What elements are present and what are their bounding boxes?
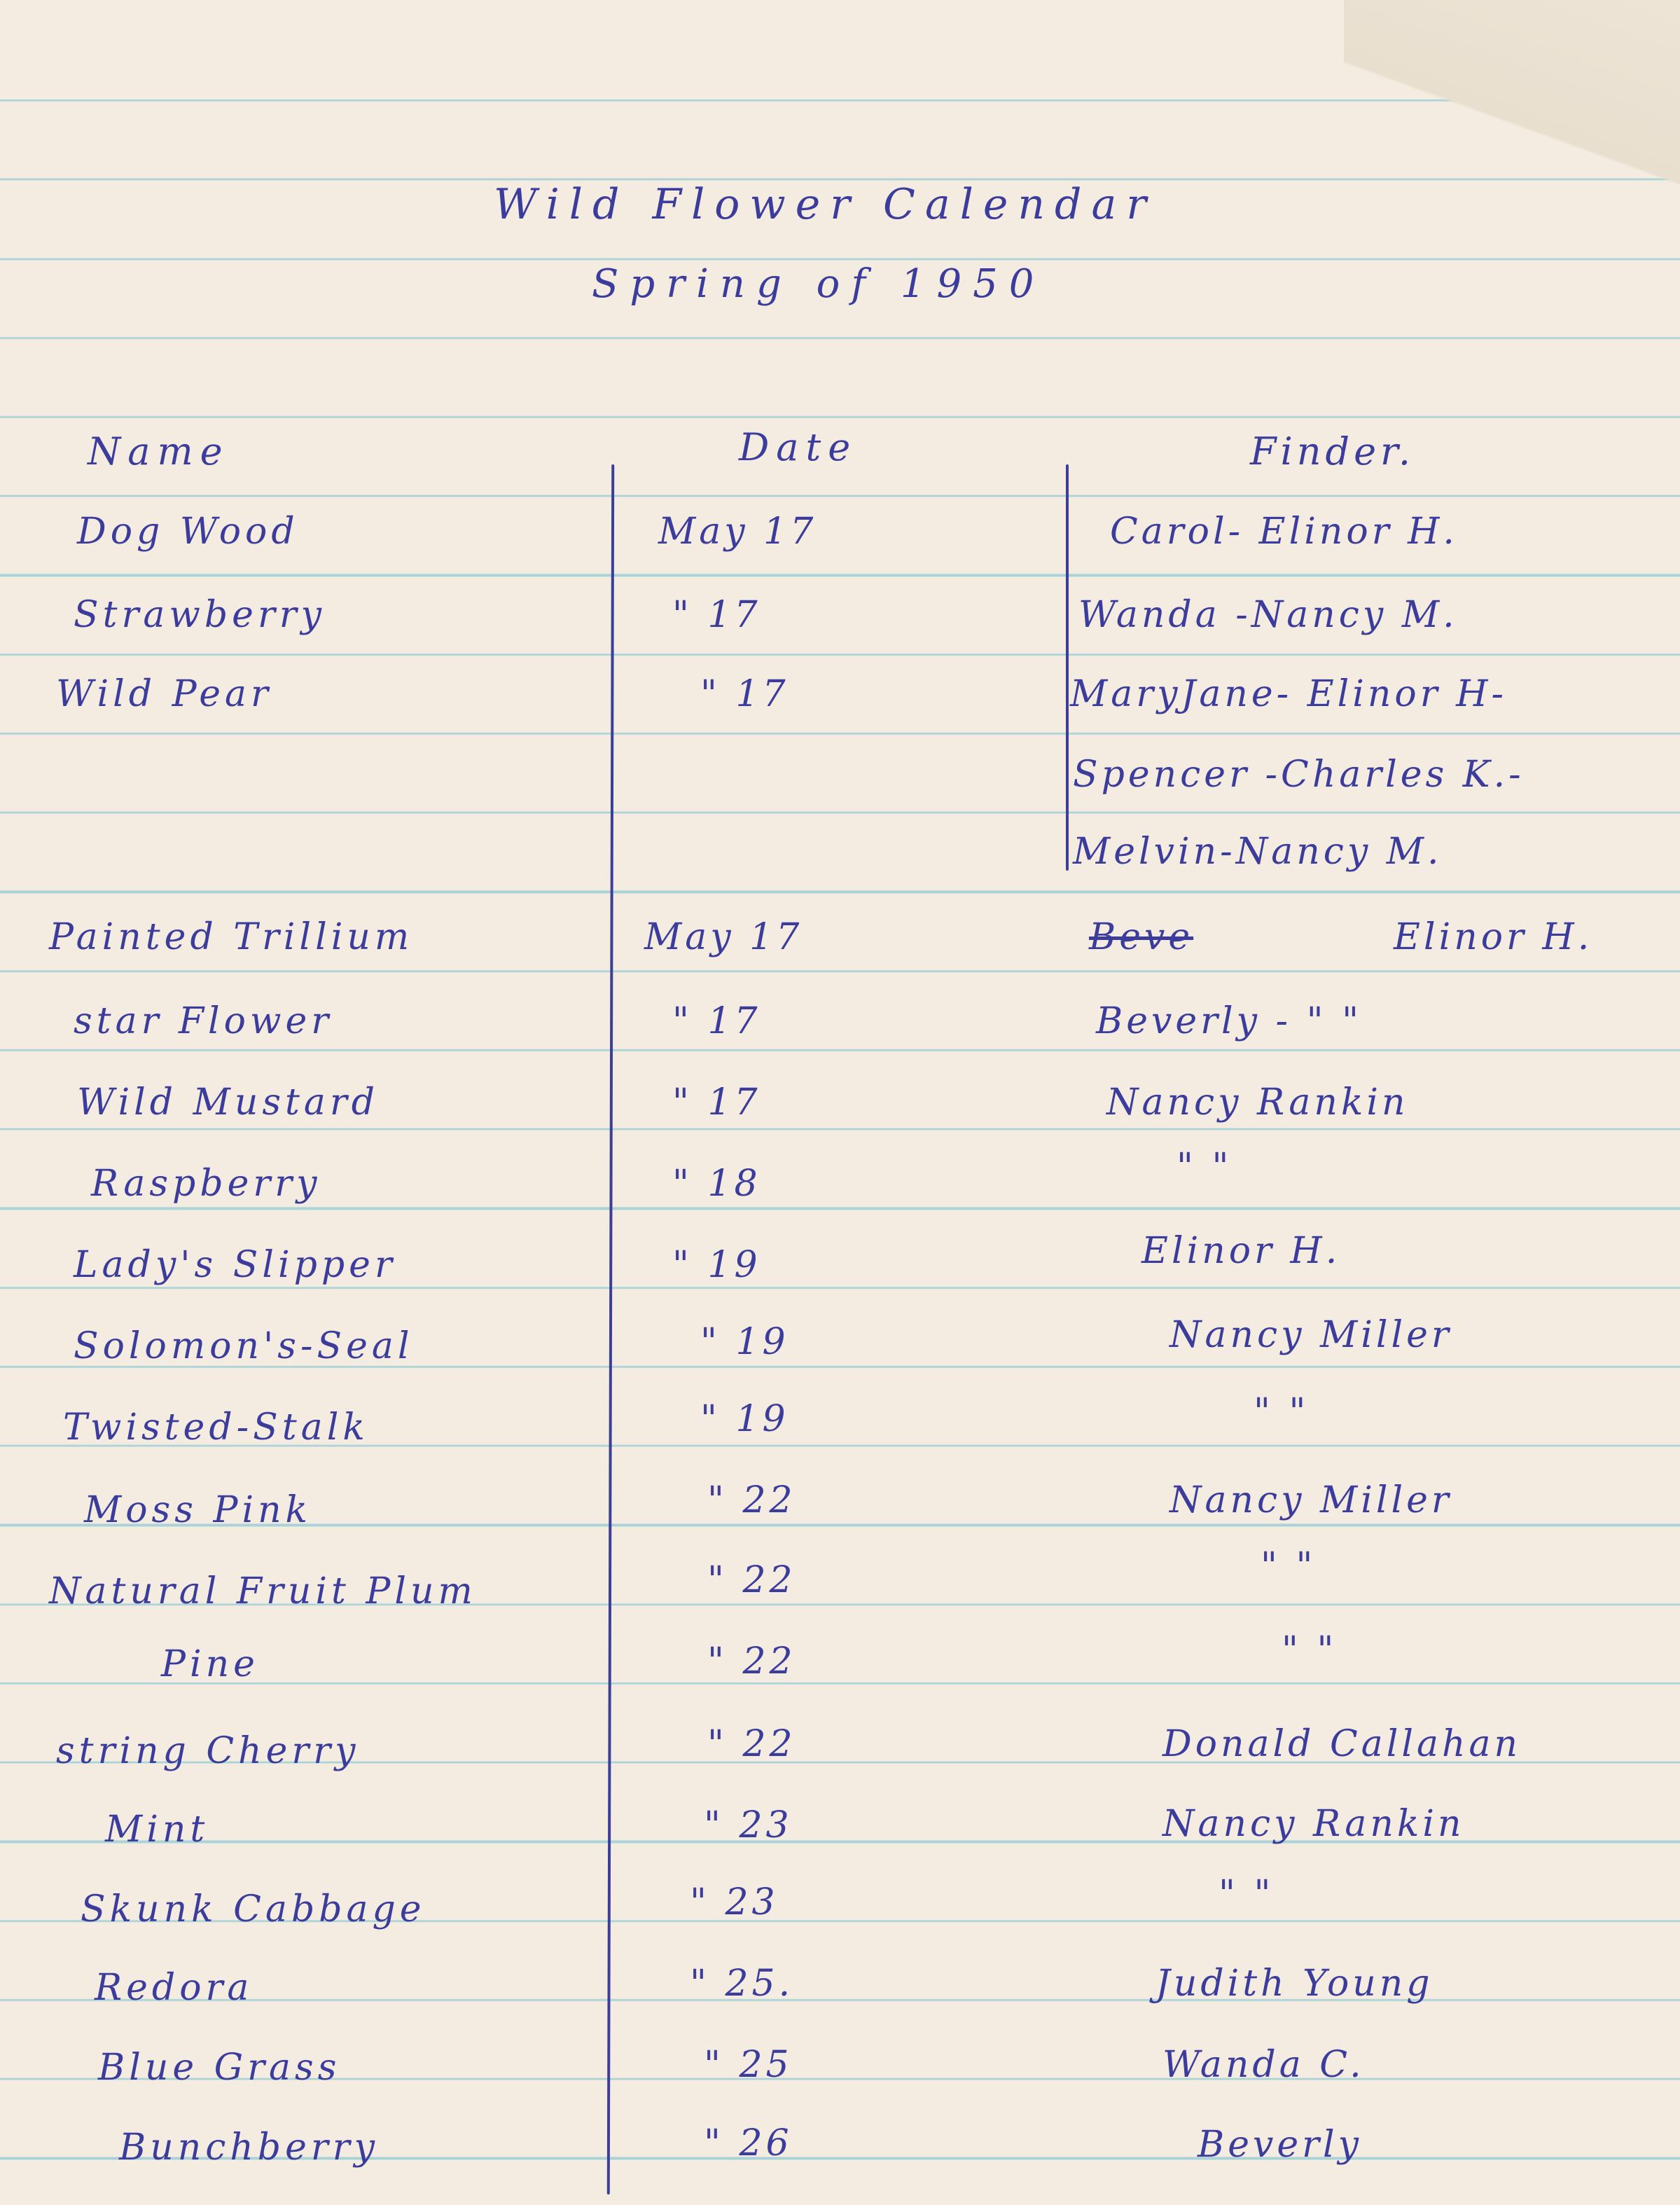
- flower-name: Wild Pear: [56, 673, 272, 715]
- finder-name: Nancy Rankin: [1162, 1803, 1465, 1845]
- finder-name: MaryJane- Elinor H-: [1070, 673, 1508, 715]
- finder-name: Beverly - " ": [1096, 1000, 1362, 1042]
- column-divider-right: [1066, 464, 1069, 871]
- finder-name: " ": [1176, 1146, 1233, 1188]
- date-found: " 25.: [690, 1963, 794, 2005]
- finder-name: Nancy Miller: [1169, 1314, 1452, 1356]
- page-subtitle: Spring of 1950: [592, 261, 1046, 307]
- date-found: " 22: [707, 1559, 796, 1601]
- page-title: Wild Flower Calendar: [494, 180, 1156, 229]
- date-found: " 26: [704, 2122, 793, 2164]
- date-found: May 17: [658, 511, 817, 553]
- flower-name: star Flower: [74, 1000, 333, 1042]
- date-found: " 25: [704, 2044, 793, 2086]
- struck-finder-name: Beve: [1089, 916, 1194, 958]
- finder-name: Nancy Rankin: [1106, 1081, 1409, 1124]
- finder-name: " ": [1219, 1873, 1275, 1915]
- date-found: " 23: [690, 1881, 779, 1923]
- finder-name: Nancy Miller: [1169, 1479, 1452, 1521]
- flower-name: Bunchberry: [119, 2127, 379, 2169]
- column-header-date: Date: [739, 425, 858, 469]
- column-header-name: Name: [88, 429, 230, 474]
- date-found: " 23: [704, 1804, 793, 1846]
- flower-name: Natural Fruit Plum: [49, 1570, 477, 1612]
- flower-name: Blue Grass: [98, 2047, 341, 2089]
- flower-name: Moss Pink: [84, 1489, 312, 1531]
- date-found: " 19: [700, 1321, 789, 1363]
- date-found: " 19: [672, 1244, 761, 1286]
- date-found: " 17: [700, 673, 789, 715]
- finder-name: Carol- Elinor H.: [1110, 511, 1458, 553]
- finder-name: Beverly: [1197, 2124, 1363, 2166]
- finder-name: Melvin-Nancy M.: [1073, 831, 1443, 873]
- column-divider-left: [607, 464, 614, 2194]
- finder-name: " ": [1254, 1391, 1310, 1433]
- flower-name: Dog Wood: [77, 511, 299, 553]
- flower-name: Mint: [105, 1809, 209, 1851]
- flower-name: Solomon's-Seal: [74, 1325, 414, 1367]
- flower-name: Painted Trillium: [49, 916, 414, 958]
- date-found: " 22: [707, 1723, 796, 1765]
- date-found: " 18: [672, 1163, 761, 1205]
- date-found: " 22: [707, 1640, 796, 1682]
- flower-name: Redora: [95, 1967, 254, 2009]
- finder-name: " ": [1282, 1629, 1338, 1671]
- flower-name: Raspberry: [91, 1163, 321, 1205]
- flower-name: Pine: [161, 1643, 259, 1685]
- finder-name: Spencer -Charles K.-: [1073, 754, 1525, 796]
- finder-name: Wanda -Nancy M.: [1078, 594, 1458, 636]
- flower-name: Skunk Cabbage: [81, 1888, 426, 1930]
- date-found: " 19: [700, 1398, 789, 1440]
- date-found: " 17: [672, 1000, 761, 1042]
- finder-name: Wanda C.: [1162, 2044, 1365, 2086]
- column-header-finder: Finder.: [1250, 429, 1415, 474]
- date-found: " 17: [672, 594, 761, 636]
- flower-name: Twisted-Stalk: [63, 1406, 369, 1449]
- finder-name: Elinor H.: [1141, 1230, 1341, 1272]
- flower-name: Strawberry: [74, 594, 326, 636]
- date-found: May 17: [644, 916, 803, 958]
- folded-corner: [1344, 0, 1680, 210]
- flower-name: string Cherry: [56, 1730, 360, 1772]
- finder-name: Judith Young: [1155, 1963, 1433, 2005]
- finder-name: Elinor H.: [1394, 916, 1593, 958]
- finder-name: Donald Callahan: [1162, 1723, 1521, 1765]
- flower-name: Lady's Slipper: [74, 1244, 396, 1286]
- flower-name: Wild Mustard: [77, 1081, 380, 1124]
- date-found: " 17: [672, 1081, 761, 1124]
- date-found: " 22: [707, 1479, 796, 1521]
- finder-name: " ": [1261, 1545, 1317, 1587]
